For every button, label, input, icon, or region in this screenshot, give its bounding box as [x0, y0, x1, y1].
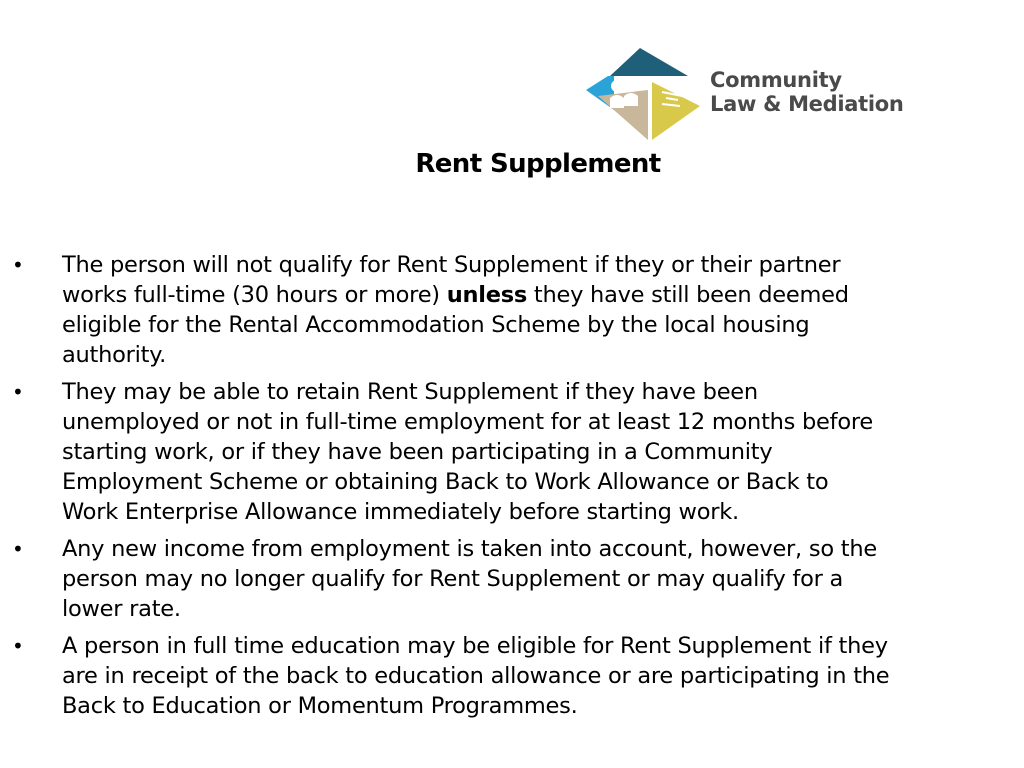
logo-navy-shape [610, 48, 688, 76]
community-law-mediation-logo-icon [584, 46, 702, 142]
logo-wordmark [710, 68, 904, 116]
organization-logo [584, 46, 929, 142]
bullet-symbol: • [12, 380, 24, 404]
bullet-line: lower rate. [62, 596, 181, 622]
bullet-symbol: • [12, 253, 24, 277]
bullet-line: A person in full time education may be eligible for Rent Supplement if they [62, 633, 888, 659]
bullet-item [12, 377, 1012, 527]
bullet-line: unemployed or not in full-time employment for at least 12 months before [62, 409, 873, 435]
bullet-line: Back to Education or Momentum Programmes. [62, 693, 578, 719]
bullet-line: starting work, or if they have been participating in a Community [62, 439, 773, 465]
logo-name-line2: Law & Mediation [710, 92, 904, 116]
bullet-line: eligible for the Rental Accommodation Scheme by the local housing [62, 312, 810, 338]
bullet-list [12, 250, 1012, 728]
emphasis-text: unless [446, 282, 528, 308]
bullet-text: works full-time (30 hours or more) [62, 282, 447, 308]
bullet-line: Work Enterprise Allowance immediately before starting work. [62, 499, 739, 525]
bullet-line: They may be able to retain Rent Supplement if they have been [62, 379, 758, 405]
bullet-line: Any new income from employment is taken into account, however, so the [62, 536, 877, 562]
bullet-symbol: • [12, 537, 24, 561]
logo-yellow-shape [652, 82, 700, 140]
logo-figure-head-2 [625, 78, 637, 90]
bullet-item [12, 250, 1012, 370]
bullet-line [62, 280, 1012, 310]
bullet-line: are in receipt of the back to education allowance or are participating in the [62, 663, 890, 689]
bullet-text: they have still been deemed [527, 282, 849, 308]
bullet-item [12, 534, 1012, 624]
slide-title: Rent Supplement [415, 149, 661, 179]
bullet-item [12, 631, 1012, 721]
bullet-symbol: • [12, 634, 24, 658]
logo-figure-head-1 [611, 80, 623, 92]
bullet-line: The person will not qualify for Rent Supplement if they or their partner [62, 252, 841, 278]
bullet-line: authority. [62, 342, 166, 368]
logo-name-line1: Community [710, 68, 842, 92]
bullet-line: Employment Scheme or obtaining Back to Work Allowance or Back to [62, 469, 829, 495]
bullet-line: person may no longer qualify for Rent Supplement or may qualify for a [62, 566, 844, 592]
